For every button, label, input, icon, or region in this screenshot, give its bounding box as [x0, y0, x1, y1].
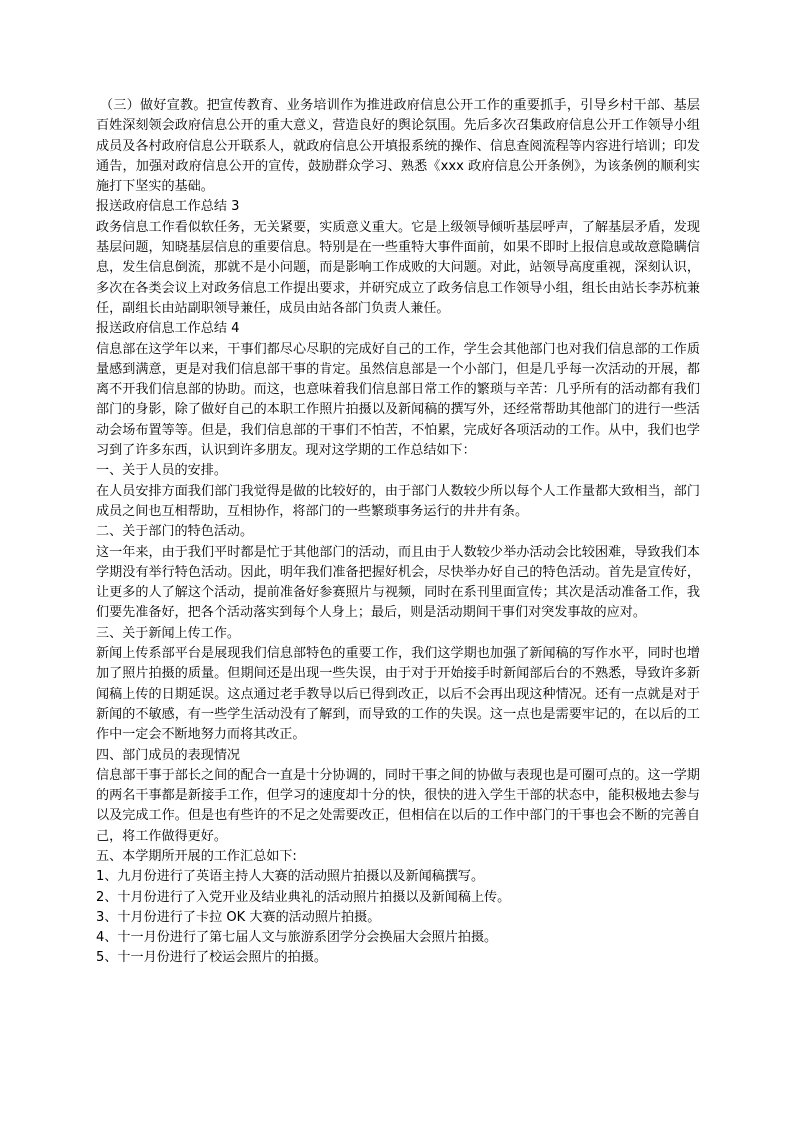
paragraph-news-upload: 新闻上传系部平台是展现我们信息部特色的重要工作，我们这学期也加强了新闻稿的写作水平，同时也增加了照片拍摄的质量。但期间还是出现一些失误，由于对于开始接手时新闻部后台的不熟悉，导致许多新闻稿上传的日期延误。这点通过老手教导以后已得到改正，以后不会再出现这种情况。还有一点就是对于新闻的不敏感，有一些学生活动没有了解到，而导致的工作的失误。这一点也是需要牢记的，在以后的工作中一定会不断地努力而将其改正。	[96, 646, 700, 743]
subheading-news-upload: 三、关于新闻上传工作。	[96, 625, 241, 641]
paragraph-gov-info-work: 政务信息工作看似软任务，无关紧要，实质意义重大。它是上级领导倾听基层呼声，了解基层矛盾，发现基层问题，知晓基层信息的重要信息。特别是在一些重特大事件面前，如果不即时上报信息或故意隐瞒信息，发生信息倒流，那就不是小问题，而是影响工作成败的大问题。对此，站领导高度重视，深刻认识，多次在各类会议上对政务信息工作提出要求，并研究成立了政务信息工作领导小组，组长由站长李苏杭兼任，副组长由站副职领导兼任，成员由站各部门负责人兼任。	[96, 219, 700, 316]
subheading-staffing: 一、关于人员的安排。	[96, 463, 227, 479]
list-item: 1、九月份进行了英语主持人大赛的活动照片拍摄以及新闻稿撰写。	[96, 869, 485, 885]
paragraph-special-activities: 这一年来，由于我们平时都是忙于其他部门的活动，而且由于人数较少举办活动会比较困难，导致我们本学期没有举行特色活动。因此，明年我们准备把握好机会，尽快举办好自己的特色活动。首先是宣传好，让更多的人了解这个活动，提前准备好参赛照片与视频，同时在系刊里面宣传；其次是活动准备工作，我们要先准备好，把各个活动落实到每个人身上；最后，则是活动期间干事们对突发事故的应对。	[96, 544, 700, 621]
subheading-special-activities: 二、关于部门的特色活动。	[96, 524, 254, 540]
section-heading-summary-3: 报送政府信息工作总结 3	[96, 199, 240, 215]
paragraph-publicity: （三）做好宣教。把宣传教育、业务培训作为推进政府信息公开工作的重要抓手，引导乡村干部、基层百姓深刻领会政府信息公开的重大意义，营造良好的舆论氛围。先后多次召集政府信息公开工作领导小组成员及各村政府信息公开联系人，就政府信息公开填报系统的操作、信息查阅流程等内容进行培训；印发通告，加强对政府信息公开的宣传，鼓励群众学习、熟悉《xxx 政府信息公开条例》，为该条例的顺利实施打下坚实的基础。	[96, 98, 700, 195]
section-heading-summary-4: 报送政府信息工作总结 4	[96, 321, 240, 337]
paragraph-staffing: 在人员安排方面我们部门我觉得是做的比较好的，由于部门人数较少所以每个人工作量都大致相当，部门成员之间也互相帮助，互相协作，将部门的一些繁琐事务运行的井井有条。	[96, 483, 700, 519]
list-item: 4、十一月份进行了第七届人文与旅游系团学分会换届大会照片拍摄。	[96, 930, 498, 946]
paragraph-member-performance: 信息部干事于部长之间的配合一直是十分协调的，同时干事之间的协做与表现也是可圈可点的。这一学期的两名干事都是新接手工作，但学习的速度却十分的快，很快的进入学生干部的状态中，能积极地去参与以及完成工作。但是也有些许的不足之处需要改正，但相信在以后的工作中部门的干事也会不断的完善自己，将工作做得更好。	[96, 767, 700, 844]
document-body	[96, 96, 700, 969]
subheading-work-summary: 五、本学期所开展的工作汇总如下:	[96, 848, 297, 864]
list-item: 3、十月份进行了卡拉 OK 大赛的活动照片拍摄。	[96, 909, 381, 925]
paragraph-info-dept-intro: 信息部在这学年以来，干事们都尽心尽职的完成好自己的工作，学生会其他部门也对我们信息部的工作质量感到满意，更是对我们信息部干事的肯定。虽然信息部是一个小部门，但是几乎每一次活动的开展，都离不开我们信息部的协助。而这，也意味着我们信息部日常工作的繁琐与辛苦：几乎所有的活动都有我们部门的身影，除了做好自己的本职工作照片拍摄以及新闻稿的撰写外，还经常帮助其他部门的进行一些活动会场布置等等。但是，我们信息部的干事们不怕苦，不怕累，完成好各项活动的工作。从中，我们也学习到了许多东西，认识到许多朋友。现对这学期的工作总结如下：	[96, 341, 700, 459]
list-item: 5、十一月份进行了校运会照片的拍摄。	[96, 950, 327, 966]
subheading-member-performance: 四、部门成员的表现情况	[96, 747, 241, 763]
list-item: 2、十月份进行了入党开业及结业典礼的活动照片拍摄以及新闻稿上传。	[96, 889, 511, 905]
